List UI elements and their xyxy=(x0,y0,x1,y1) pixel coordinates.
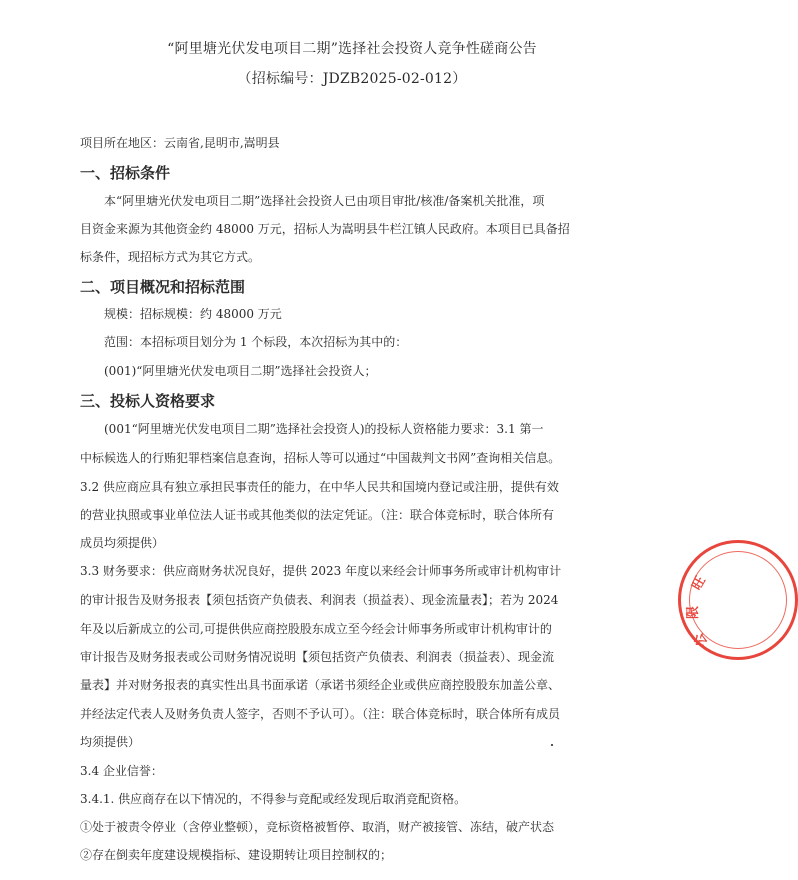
paragraph-line: 的审计报告及财务报表【须包括资产负债表、利润表（损益表）、现金流量表】；若为 2024 xyxy=(80,593,559,607)
document-title: “阿里塘光伏发电项目二期”选择社会投资人竞争性磋商公告 xyxy=(167,41,537,57)
seal-glyph: 公 xyxy=(691,630,711,649)
project-location: 项目所在地区：云南省,昆明市,嵩明县 xyxy=(80,136,280,150)
paragraph-line: 本“阿里塘光伏发电项目二期”选择社会投资人已由项目审批/核准/备案机关批准，项 xyxy=(104,194,545,208)
paragraph-line: 审计报告及财务报表或公司财务情况说明【须包括资产负债表、利润表（损益表）、现金流 xyxy=(80,650,555,664)
tender-code: （招标编号：JDZB2025-02-012） xyxy=(237,71,467,87)
lot-item: (001)“阿里塘光伏发电项目二期”选择社会投资人； xyxy=(104,364,377,378)
official-seal-stamp xyxy=(678,540,798,660)
stray-mark xyxy=(551,744,553,746)
seal-glyph: 旺 xyxy=(689,574,709,593)
paragraph-line: 目资金来源为其他资金约 48000 万元，招标人为嵩明县牛栏江镇人民政府。本项目已具备招 xyxy=(80,222,570,236)
paragraph-line: 3.2 供应商应具有独立承担民事责任的能力，在中华人民共和国境内登记或注册，提供有效 xyxy=(80,480,559,494)
paragraph-line: 3.3 财务要求：供应商财务状况良好，提供 2023 年度以来经会计师事务所或审计机构审计 xyxy=(80,564,562,578)
paragraph-line: ②存在倒卖年度建设规模指标、建设期转让项目控制权的； xyxy=(80,848,393,862)
paragraph-line: 中标候选人的行贿犯罪档案信息查询，招标人等可以通过“中国裁判文书网”查询相关信息。 xyxy=(80,451,561,465)
paragraph-line: 年及以后新成立的公司,可提供供应商控股股东成立至今经会计师事务所或审计机构审计的 xyxy=(80,622,552,636)
section-heading-qualification: 三、投标人资格要求 xyxy=(80,392,216,410)
paragraph-line: 标条件，现招标方式为其它方式。 xyxy=(80,250,261,264)
paragraph-line: 成员均须提供） xyxy=(80,536,165,550)
paragraph-line: 3.4.1. 供应商存在以下情况的，不得参与竞配或经发现后取消竞配资格。 xyxy=(80,792,467,806)
paragraph-line: 的营业执照或事业单位法人证书或其他类似的法定凭证。（注：联合体竞标时，联合体所有 xyxy=(80,508,555,522)
paragraph-line: 并经法定代表人及财务负责人签字，否则不予认可）。（注：联合体竞标时，联合体所有成员 xyxy=(80,707,561,721)
paragraph-line: 3.4 企业信誉： xyxy=(80,764,163,778)
section-heading-overview: 二、项目概况和招标范围 xyxy=(80,278,246,296)
section-heading-conditions: 一、招标条件 xyxy=(80,164,171,182)
paragraph-line: 量表】并对财务报表的真实性出具书面承诺（承诺书须经企业或供应商控股股东加盖公章、 xyxy=(80,678,561,692)
project-scale: 规模：招标规模：约 48000 万元 xyxy=(104,307,282,321)
paragraph-line: 均须提供） xyxy=(80,735,141,749)
project-scope: 范围：本招标项目划分为 1 个标段，本次招标为其中的： xyxy=(104,335,408,349)
paragraph-line: ①处于被责令停业（含停业整顿），竞标资格被暂停、取消，财产被接管、冻结，破产状态 xyxy=(80,820,555,834)
paragraph-line: (001“阿里塘光伏发电项目二期”选择社会投资人)的投标人资格能力要求：3.1 第一 xyxy=(104,422,544,436)
seal-glyph: 限 xyxy=(686,605,702,620)
